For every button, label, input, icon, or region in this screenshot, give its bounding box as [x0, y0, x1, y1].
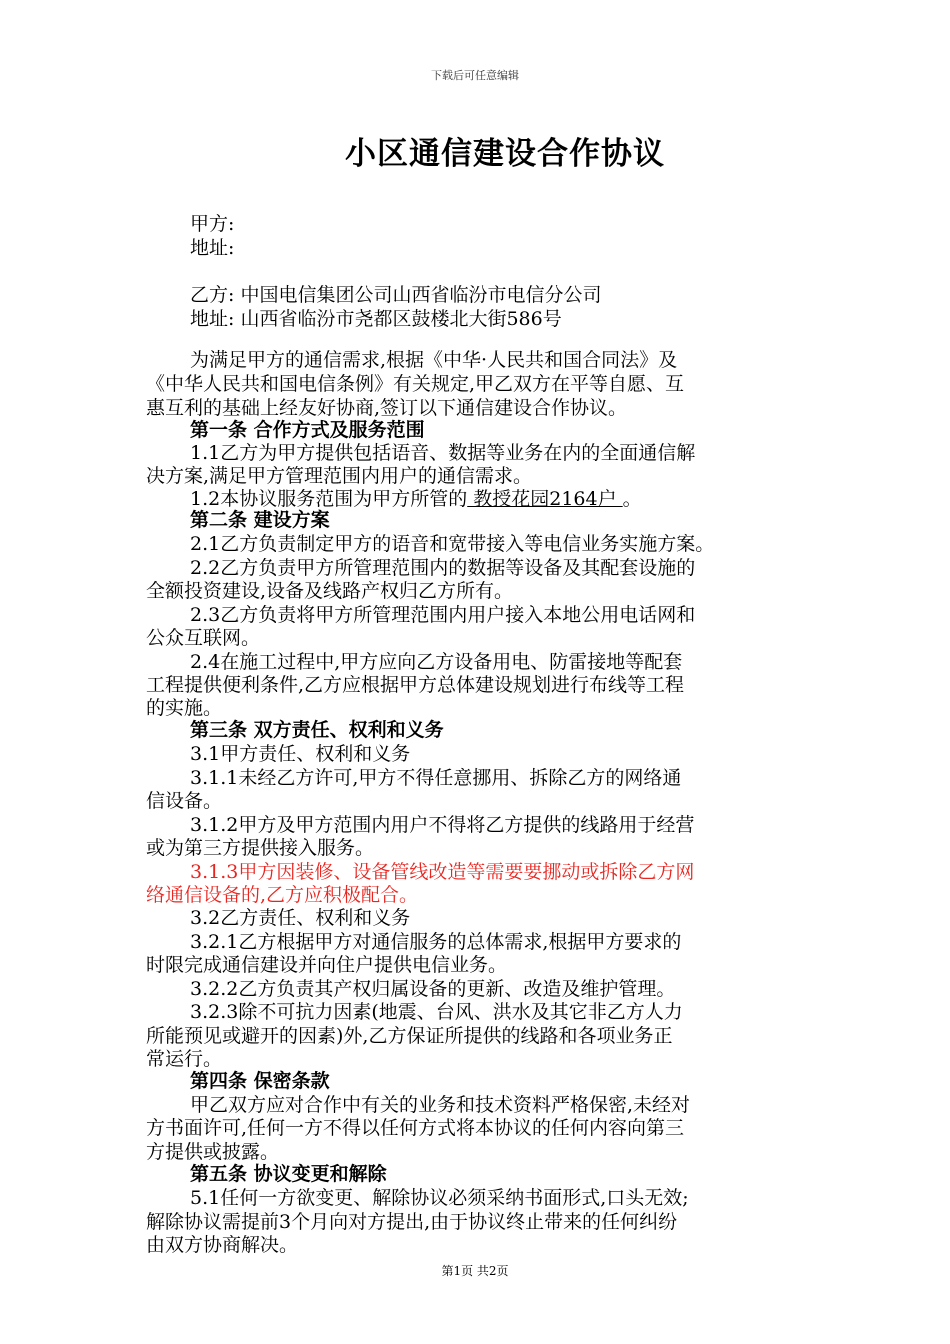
- party-a-address: 地址:: [190, 237, 235, 259]
- article-text: 2.2乙方负责甲方所管理范围内的数据等设备及其配套设施的: [190, 557, 696, 579]
- article-text: 或为第三方提供接入服务。: [146, 837, 375, 859]
- article-text: 解除协议需提前3个月向对方提出,由于协议终止带来的任何纠纷: [146, 1211, 678, 1233]
- article-5-heading: 第五条 协议变更和解除: [190, 1163, 387, 1185]
- party-a: 甲方:: [190, 213, 235, 235]
- document-title: 小区通信建设合作协议: [345, 136, 665, 172]
- preamble-line: 为满足甲方的通信需求,根据《中华·人民共和国合同法》及: [190, 349, 678, 371]
- page-header: 下载后可任意编辑: [431, 69, 519, 82]
- article-2-heading: 第二条 建设方案: [190, 509, 330, 531]
- article-4-heading: 第四条 保密条款: [190, 1070, 330, 1092]
- article-text: 方书面许可,任何一方不得以任何方式将本协议的任何内容向第三: [146, 1117, 685, 1139]
- article-text: 时限完成通信建设并向住户提供电信业务。: [146, 954, 508, 976]
- preamble-line: 《中华人民共和国电信条例》有关规定,甲乙双方在平等自愿、互: [146, 373, 685, 395]
- article-text: 由双方协商解决。: [146, 1234, 299, 1256]
- article-text: 3.1.1未经乙方许可,甲方不得任意挪用、拆除乙方的网络通: [190, 767, 682, 789]
- article-text: 5.1任何一方欲变更、解除协议必须采纳书面形式,口头无效;: [190, 1187, 689, 1209]
- article-text: 公众互联网。: [146, 627, 261, 649]
- article-text: 的实施。: [146, 697, 223, 719]
- party-b: 乙方: 中国电信集团公司山西省临汾市电信分公司: [190, 284, 602, 306]
- article-text: 2.4在施工过程中,甲方应向乙方设备用电、防雷接地等配套: [190, 651, 683, 673]
- article-text: 3.2.3除不可抗力因素(地震、台风、洪水及其它非乙方人力: [190, 1001, 683, 1023]
- article-text: 1.1乙方为甲方提供包括语音、数据等业务在内的全面通信解: [190, 442, 696, 464]
- service-scope-value: 教授花园2164户: [467, 488, 623, 510]
- scope-text: 1.2本协议服务范围为甲方所管的: [190, 488, 468, 510]
- page-number: 第1页 共2页: [441, 1264, 509, 1278]
- article-text-highlight: 络通信设备的,乙方应积极配合。: [146, 884, 419, 906]
- article-1-heading: 第一条 合作方式及服务范围: [190, 419, 425, 441]
- article-text: 常运行。: [146, 1048, 223, 1070]
- article-3-heading: 第三条 双方责任、权利和义务: [190, 719, 444, 741]
- article-text: 工程提供便利条件,乙方应根据甲方总体建设规划进行布线等工程: [146, 674, 685, 696]
- article-text: 所能预见或避开的因素)外,乙方保证所提供的线路和各项业务正: [146, 1025, 673, 1047]
- preamble-line: 惠互利的基础上经友好协商,签订以下通信建设合作协议。: [146, 397, 628, 419]
- article-text: 3.2.1乙方根据甲方对通信服务的总体需求,根据甲方要求的: [190, 931, 682, 953]
- article-text: 2.1乙方负责制定甲方的语音和宽带接入等电信业务实施方案。: [190, 533, 715, 555]
- article-text: 3.2乙方责任、权利和义务: [190, 907, 411, 929]
- article-text: 决方案,满足甲方管理范围内用户的通信需求。: [146, 465, 533, 487]
- article-text-highlight: 3.1.3甲方因装修、设备管线改造等需要要挪动或拆除乙方网: [190, 861, 695, 883]
- article-text: 3.2.2乙方负责其产权归属设备的更新、改造及维护管理。: [190, 978, 676, 1000]
- party-b-address: 地址: 山西省临汾市尧都区鼓楼北大街586号: [190, 308, 562, 330]
- scope-end: 。: [622, 488, 642, 510]
- article-text: 信设备。: [146, 790, 223, 812]
- article-text: 3.1甲方责任、权利和义务: [190, 743, 411, 765]
- article-text: 3.1.2甲方及甲方范围内用户不得将乙方提供的线路用于经营: [190, 814, 695, 836]
- article-text: 甲乙双方应对合作中有关的业务和技术资料严格保密,未经对: [190, 1094, 691, 1116]
- article-text: 全额投资建设,设备及线路产权归乙方所有。: [146, 580, 514, 602]
- article-text: 2.3乙方负责将甲方所管理范围内用户接入本地公用电话网和: [190, 604, 696, 626]
- article-text: 方提供或披露。: [146, 1141, 280, 1163]
